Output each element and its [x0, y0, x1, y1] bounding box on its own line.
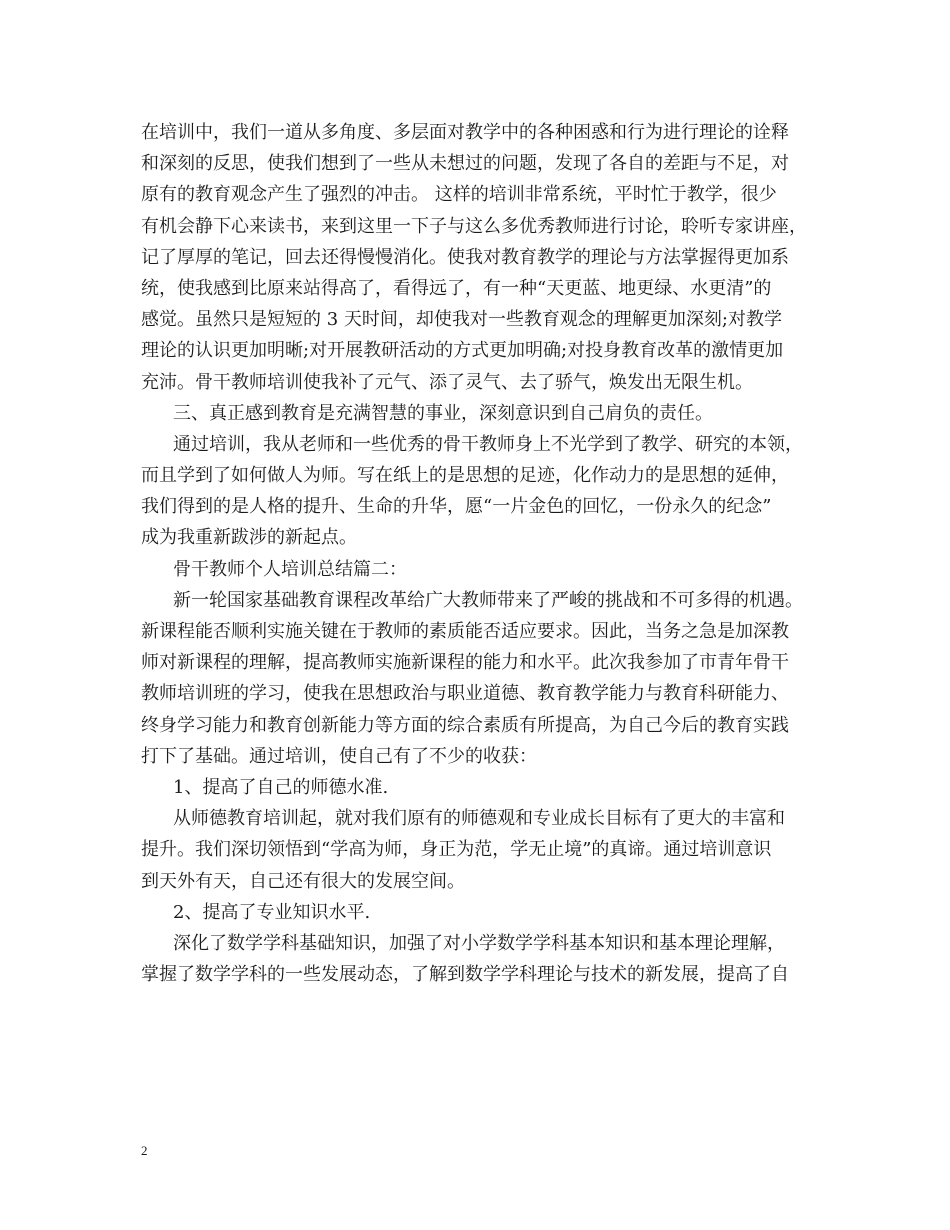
- text-line: 到天外有天，自己还有很大的发展空间。: [141, 870, 465, 892]
- text-line: 我们得到的是人格的提升、生命的升华，愿“一片金色的回忆，一份永久的纪念”: [141, 496, 772, 518]
- text-line: 1、提高了自己的师德水准.: [173, 776, 389, 798]
- page-number: 2: [141, 1143, 148, 1158]
- text-line: 骨干教师个人培训总结篇二：: [173, 558, 407, 580]
- text-line: 终身学习能力和教育创新能力等方面的综合素质有所提高，为自己今后的教育实践: [141, 714, 789, 736]
- text-line: 教师培训班的学习，使我在思想政治与职业道德、教育教学能力与教育科研能力、: [141, 683, 789, 705]
- body-text: [141, 117, 811, 990]
- text-line: 从师德教育培训起，就对我们原有的师德观和专业成长目标有了更大的丰富和: [173, 808, 785, 830]
- text-line: 感觉。虽然只是短短的 3 天时间，却使我对一些教育观念的理解更加深刻;对教学: [141, 309, 782, 331]
- text-line: 新一轮国家基础教育课程改革给广大教师带来了严峻的挑战和不可多得的机遇。: [173, 589, 803, 611]
- text-line: 在培训中，我们一道从多角度、多层面对教学中的各种困惑和行为进行理论的诠释: [141, 122, 789, 143]
- text-line: 三、真正感到教育是充满智慧的事业，深刻意识到自己肩负的责任。: [173, 402, 713, 424]
- text-line: 打下了基础。通过培训，使自己有了不少的收获：: [141, 745, 537, 767]
- text-line: 记了厚厚的笔记，回去还得慢慢消化。使我对教育教学的理论与方法掌握得更加系: [141, 246, 789, 268]
- text-line: 原有的教育观念产生了强烈的冲击。 这样的培训非常系统，平时忙于教学，很少: [141, 184, 777, 206]
- text-line: 而且学到了如何做人为师。写在纸上的是思想的足迹，化作动力的是思想的延伸，: [141, 465, 789, 487]
- text-line: 有机会静下心来读书，来到这里一下子与这么多优秀教师进行讨论，聆听专家讲座，: [141, 215, 807, 237]
- text-line: 理论的认识更加明晰;对开展教研活动的方式更加明确;对投身教育改革的激情更加: [141, 340, 784, 362]
- text-line: 通过培训，我从老师和一些优秀的骨干教师身上不光学到了教学、研究的本领，: [173, 433, 803, 455]
- text-line: 新课程能否顺利实施关键在于教师的素质能否适应要求。因此，当务之急是加深教: [141, 621, 789, 642]
- text-line: 成为我重新跋涉的新起点。: [141, 527, 357, 549]
- text-line: 师对新课程的理解，提高教师实施新课程的能力和水平。此次我参加了市青年骨干: [141, 652, 789, 674]
- text-line: 充沛。骨干教师培训使我补了元气、添了灵气、去了骄气，焕发出无限生机。: [141, 371, 753, 393]
- text-line: 统，使我感到比原来站得高了，看得远了，有一种“天更蓝、地更绿、水更清”的: [141, 277, 772, 299]
- text-line: 深化了数学学科基础知识，加强了对小学数学学科基本知识和基本理论理解，: [173, 932, 785, 954]
- text-line: 掌握了数学学科的一些发展动态，了解到数学学科理论与技术的新发展，提高了自: [141, 964, 789, 986]
- text-line: 2、提高了专业知识水平.: [173, 901, 371, 923]
- text-line: 和深刻的反思，使我们想到了一些从未想过的问题，发现了各自的差距与不足，对: [141, 153, 789, 175]
- text-line: 提升。我们深切领悟到“学高为师，身正为范，学无止境”的真谛。通过培训意识: [141, 839, 772, 861]
